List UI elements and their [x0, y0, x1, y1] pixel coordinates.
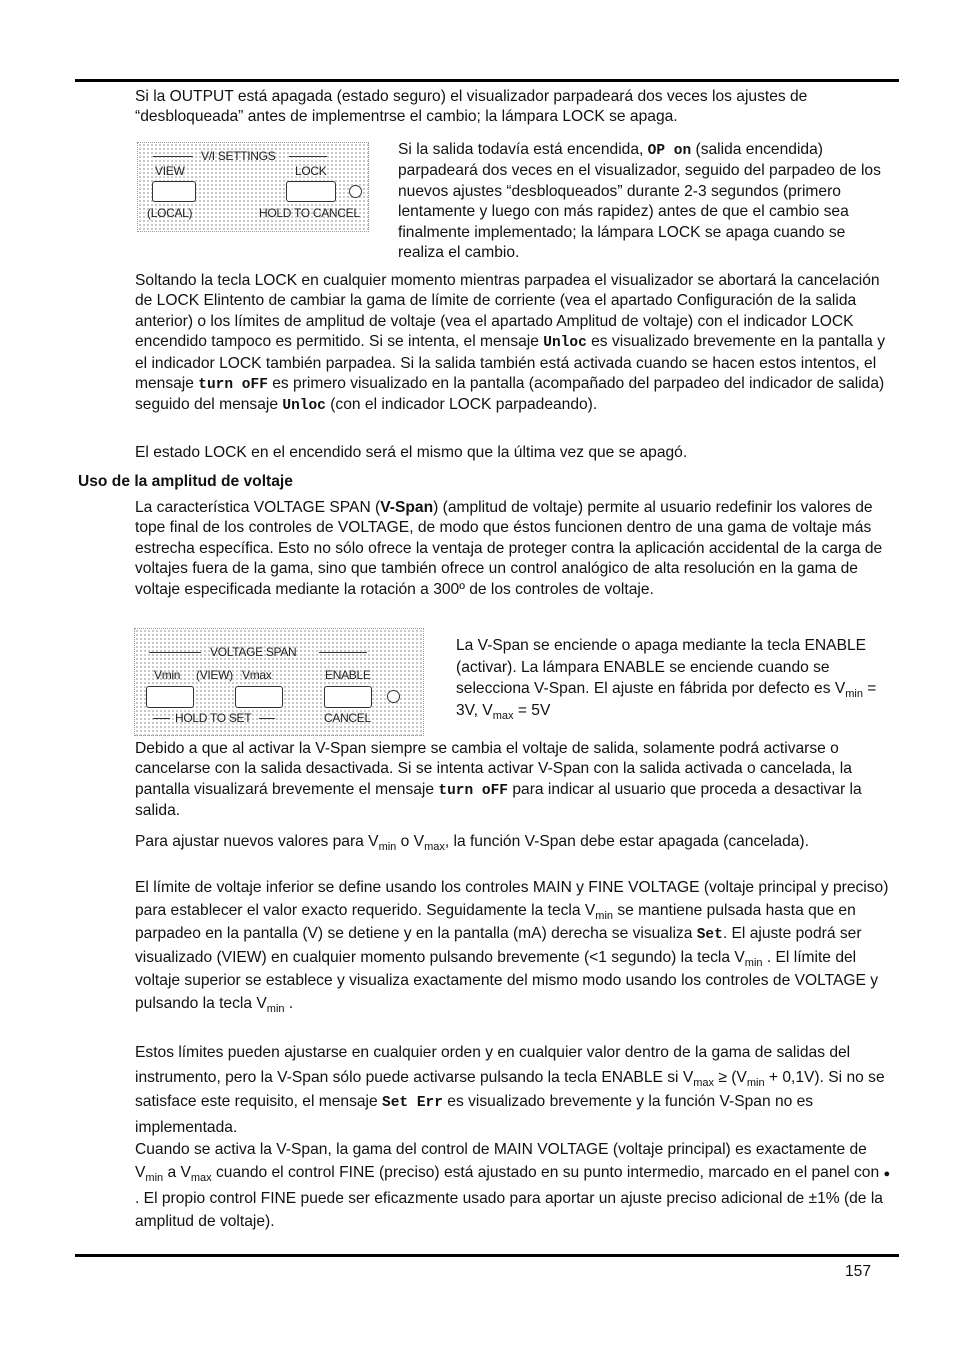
fine-mark-icon: ●: [883, 1168, 891, 1181]
panel-line: [149, 652, 201, 653]
hold-to-cancel-label: HOLD TO CANCEL: [259, 206, 360, 220]
paragraph-vspan-enable: La V-Span se enciende o apaga mediante la tecla ENABLE (activar). La lámpara ENABLE se enciende cuando se selecciona V-Span. El ajuste en fábrida por defecto es $V_{min} = 3V$, $V_{max} = 5V$: [456, 637, 877, 722]
local-label: (LOCAL): [147, 206, 193, 220]
panel-line: [289, 156, 327, 157]
top-rule: [75, 79, 899, 82]
panel-title: V/I SETTINGS: [201, 149, 276, 163]
paragraph-lock-power-on: El estado LOCK en el encendido será el mismo que la última vez que se apagó.: [135, 444, 688, 461]
panel-line: [153, 718, 170, 719]
lock-lamp-icon: [349, 185, 362, 198]
bottom-rule: [75, 1254, 899, 1257]
view-button[interactable]: [152, 181, 196, 202]
vmin-button[interactable]: [146, 686, 194, 708]
paragraph-vspan-output: Debido a que al activar la V-Span siempre se cambia el voltaje de salida, solamente podrá activarse o cancelarse con la salida desactivada. Si se intenta activar V-Span con la salida activada o cancelada, la pantalla visualizará brevemente el mensaje turn oFF para indicar al usuario que proceda a desactivar la salida.: [135, 740, 862, 820]
vi-settings-panel: [137, 142, 369, 232]
view-label: VIEW: [155, 164, 185, 178]
enable-button[interactable]: [324, 686, 372, 708]
paragraph-main-voltage: Cuando se activa la V-Span, la gama del control de MAIN VOLTAGE (voltaje principal) es exactamente de $V_{min}$ a $V_{max}$ cuando el control FINE (preciso) está ajustado en su punto intermedio, marcado en el panel con ● . El propio control FINE puede ser eficazmente usado para aportar un ajuste preciso adicional de ±1% (de la amplitud de voltaje).: [135, 1141, 891, 1230]
paragraph-output-off: Si la OUTPUT está apagada (estado seguro) el visualizador parpadeará dos veces los ajustes de “desbloqueada” antes de implementrse el cambio; la lámpara LOCK se apaga.: [135, 88, 808, 126]
vmax-label: Vmax: [242, 668, 272, 682]
vmin-label: Vmin: [154, 668, 181, 682]
paragraph-limits: Estos límites pueden ajustarse en cualquier orden y en cualquier valor dentro de la gama de salidas del instrumento, pero la V-Span sólo puede activarse pulsando la tecla ENABLE si $V_{max} \ge (V_{min} + 0,1V)$. Si no se satisface este requisito, el mensaje Set Err es visualizado brevemente y la función V-Span no es implementada.: [135, 1044, 885, 1136]
vmax-button[interactable]: [235, 686, 283, 708]
paragraph-adjust: Para ajustar nuevos valores para $V_{min}$ o $V_{max}$, la función V-Span debe estar apagada (cancelada).: [135, 833, 809, 853]
page-number: 157: [845, 1263, 872, 1280]
voltage-span-panel: [134, 628, 424, 736]
enable-lamp-icon: [387, 690, 400, 703]
lock-label: LOCK: [295, 164, 327, 178]
paragraph-vspan-intro: La característica VOLTAGE SPAN (V-Span) (amplitud de voltaje) permite al usuario redefinir los valores de tope final de los controles de VOLTAGE, de modo que éstos funcionen dentro de una gama de voltaje más estrecha específica. Esto no sólo ofrece la ventaja de proteger contra la aplicación accidental de la carga de voltajes fuera de la gama, sino que también ofrece un control analógico de alta resolución en la gama de voltaje especificada mediante la rotación a 300º de los controles de voltaje.: [135, 499, 883, 598]
paragraph-lower-limit: El límite de voltaje inferior se define usando los controles MAIN y FINE VOLTAGE (voltaje principal y preciso) para establecer el valor exacto requerido. Seguidamente la tecla $V_{min}$ se mantiene pulsada hasta que en parpadeo en la pantalla (V) se detiene y en la pantalla (mA) derecha se visualiza Set. El ajuste podrá ser visualizado (VIEW) en cualquier momento pulsando brevemente (<1 segundo) la tecla $V_{min}$ . El límite del voltaje superior se establece y visualiza exactamente del mismo modo usando los controles de VOLTAGE y pulsando la tecla $V_{min}$ .: [135, 879, 889, 1015]
panel-line: [319, 652, 367, 653]
panel-line: [259, 718, 275, 719]
lock-button[interactable]: [286, 181, 336, 202]
hold-to-set-label: HOLD TO SET: [175, 711, 252, 725]
section-heading: Uso de la amplitud de voltaje: [78, 473, 293, 490]
view-label: (VIEW): [196, 668, 233, 682]
enable-label: ENABLE: [325, 668, 371, 682]
panel-line: [153, 156, 193, 157]
cancel-label: CANCEL: [324, 711, 371, 725]
panel-title: VOLTAGE SPAN: [210, 645, 297, 659]
paragraph-output-on: Si la salida todavía está encendida, OP on (salida encendida) parpadeará dos veces en el visualizador, seguido del parpadeo de los nuevos ajustes “desbloqueados” durante 2-3 segundos (primero lentamente y luego con más rapidez) antes de que el cambio sea finalmente implementado; la lámpara LOCK se apaga cuando se realiza el cambio.: [398, 141, 881, 262]
paragraph-lock-release: Soltando la tecla LOCK en cualquier momento mientras parpadea el visualizador se abortará la cancelación de LOCK Elintento de cambiar la gama de límite de corriente (vea el apartado Configuración de la salida anterior) o los límites de amplitud de voltaje (vea el apartado Amplitud de voltaje) con el indicador LOCK encendido tampoco es permitido. Si se intenta, el mensaje Unloc es visualizado brevemente en la pantalla y el indicador LOCK también parpadea. Si la salida también está activada cuando se hacen estos intentos, el mensaje turn oFF es primero visualizado en la pantalla (acompañado del parpadeo del indicador de salida) seguido del mensaje Unloc (con el indicador LOCK parpadeando).: [135, 272, 885, 415]
